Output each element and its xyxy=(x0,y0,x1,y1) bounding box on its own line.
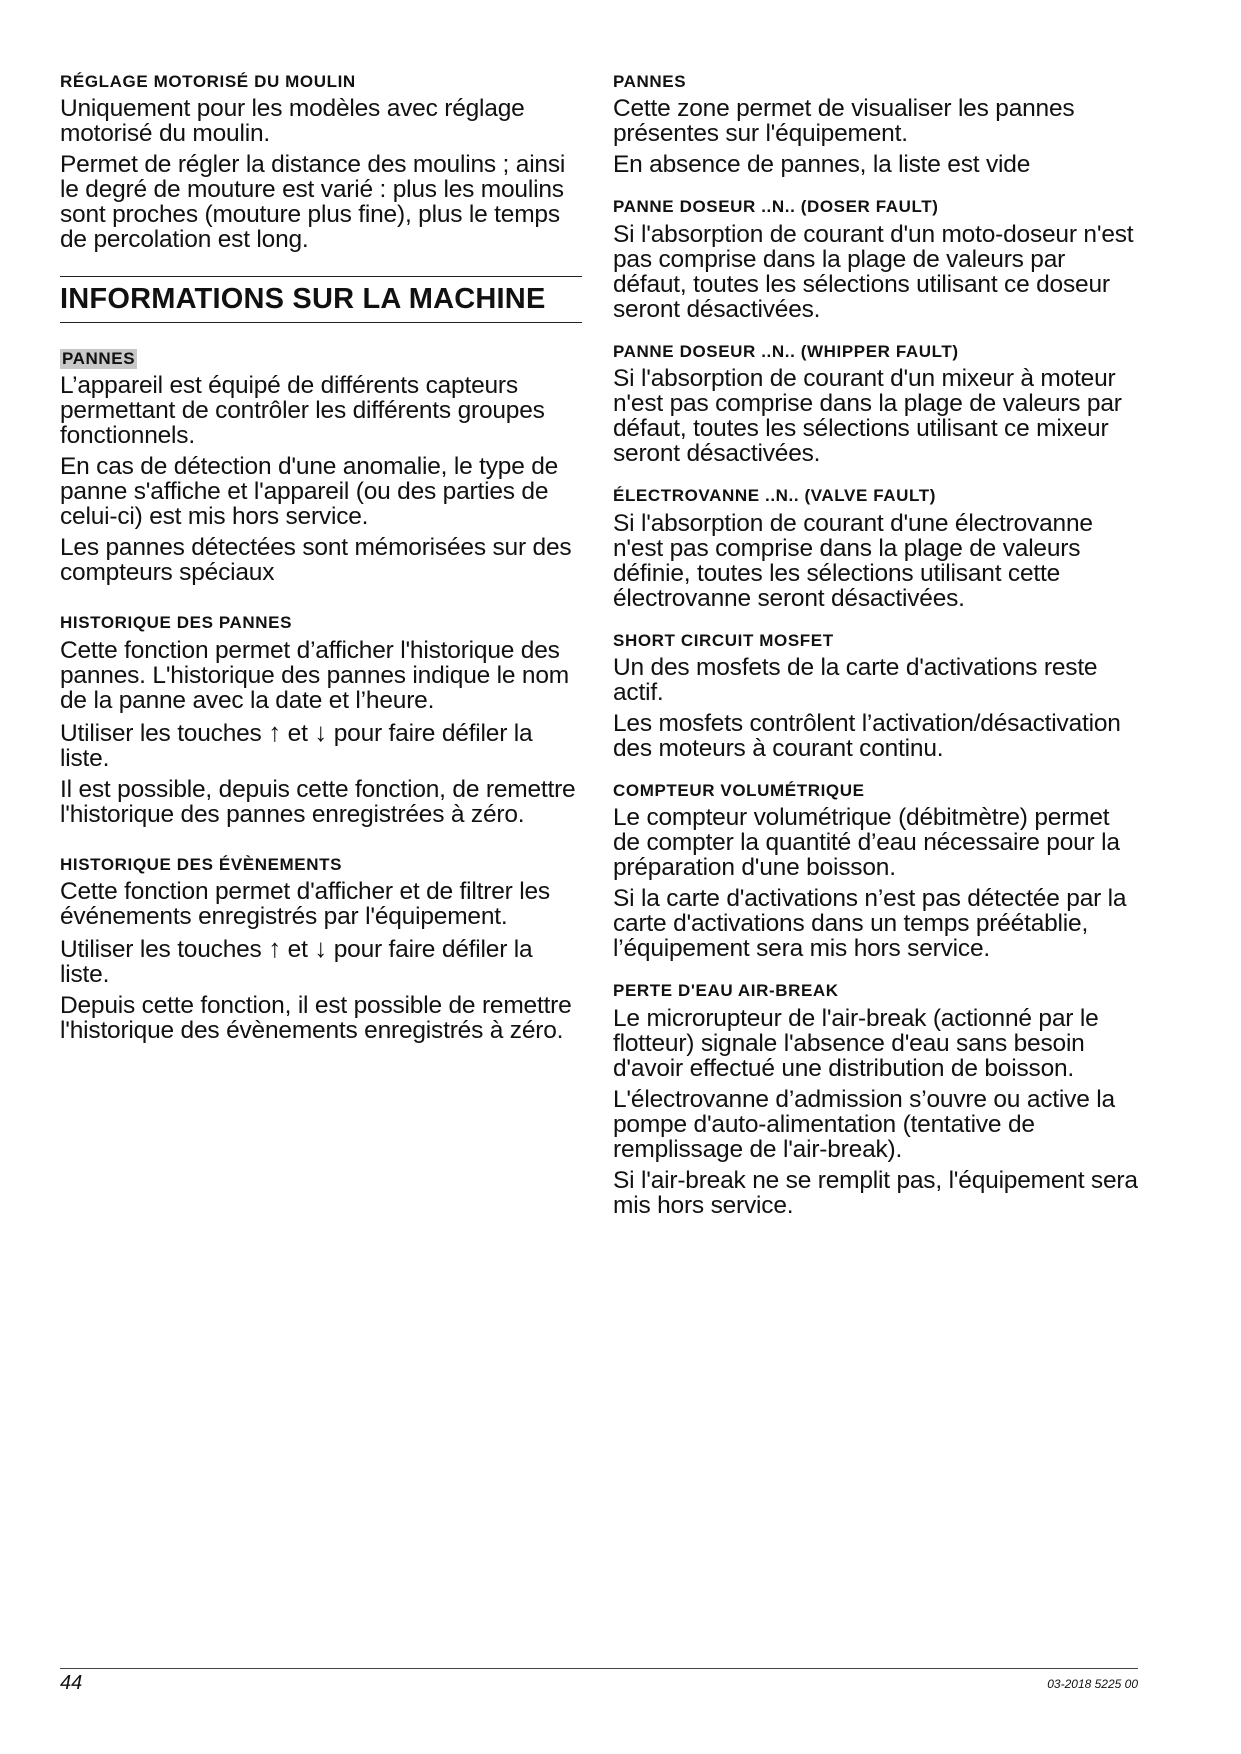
paragraph: Le compteur volumétrique (débitmètre) permet de compter la quantité d’eau nécessaire pour la préparation d'une boisson. xyxy=(613,804,1120,882)
paragraph: Cette fonction permet d’afficher l'historique des pannes. L'historique des pannes indique le nom de la panne avec la date et l’heure. xyxy=(60,636,569,714)
section-title-whipper-fault: PANNE DOSEUR ..N.. (WHIPPER FAULT) xyxy=(613,341,959,361)
main-heading: INFORMATIONS SUR LA MACHINE xyxy=(60,276,582,322)
section-title-air-break: PERTE D'EAU AIR-BREAK xyxy=(613,981,839,1001)
left-column xyxy=(60,72,582,1049)
section-title-historique-pannes: HISTORIQUE DES PANNES xyxy=(60,613,293,633)
arrow-down-icon: ↓ xyxy=(314,716,328,747)
paragraph-scroll-keys: Utiliser les touches ↑ et ↓ pour faire défiler la liste. xyxy=(60,716,533,772)
section-title-historique-evenements: HISTORIQUE DES ÉVÈNEMENTS xyxy=(60,854,343,874)
paragraph: Permet de régler la distance des moulins ; ainsi le degré de mouture est varié : plus les moulins sont proches (mouture plus fine), plus le temps de percolation est long. xyxy=(60,151,566,254)
paragraph: Si l'absorption de courant d'une électrovanne n'est pas comprise dans la plage de valeurs définie, toutes les sélections utilisant cette électrovanne seront désactivées. xyxy=(613,509,1093,612)
paragraph: L'électrovanne d’admission s’ouvre ou active la pompe d'auto-alimentation (tentative de remplissage de l'air-break). xyxy=(613,1085,1115,1163)
section-title-doser-fault: PANNE DOSEUR ..N.. (DOSER FAULT) xyxy=(613,197,939,217)
paragraph: Cette zone permet de visualiser les pannes présentes sur l'équipement. xyxy=(613,95,1075,148)
paragraph: Si la carte d'activations n’est pas détectée par la carte d'activations dans un temps préétablie, l’équipement sera mis hors service. xyxy=(613,885,1127,963)
paragraph: En cas de détection d'une anomalie, le type de panne s'affiche et l'appareil (ou des parties de celui-ci) est mis hors service. xyxy=(60,453,559,531)
paragraph: Si l'absorption de courant d'un moto-doseur n'est pas comprise dans la plage de valeurs par défaut, toutes les sélections utilisant ce doseur seront désactivées. xyxy=(613,220,1134,323)
section-title-mosfet: SHORT CIRCUIT MOSFET xyxy=(613,630,834,650)
paragraph: En absence de pannes, la liste est vide xyxy=(613,151,1031,179)
paragraph: L’appareil est équipé de différents capteurs permettant de contrôler les différents groupes fonctionnels. xyxy=(60,372,545,450)
page-number: 44 xyxy=(60,1672,83,1694)
paragraph: Un des mosfets de la carte d'activations reste actif. xyxy=(613,653,1098,706)
arrow-up-icon: ↑ xyxy=(268,716,282,747)
arrow-up-icon: ↑ xyxy=(268,932,282,963)
section-title-pannes-right: PANNES xyxy=(613,72,687,91)
document-code: 03-2018 5225 00 xyxy=(1047,1677,1138,1691)
arrow-down-icon: ↓ xyxy=(314,932,328,963)
paragraph: Les mosfets contrôlent l’activation/désactivation des moteurs à courant continu. xyxy=(613,709,1121,762)
section-title-valve-fault: ÉLECTROVANNE ..N.. (VALVE FAULT) xyxy=(613,486,936,506)
paragraph: Si l'absorption de courant d'un mixeur à moteur n'est pas comprise dans la plage de valeurs par défaut, toutes les sélections utilisant ce mixeur seront désactivées. xyxy=(613,365,1122,468)
paragraph: Uniquement pour les modèles avec réglage motorisé du moulin. xyxy=(60,95,525,148)
paragraph: Depuis cette fonction, il est possible de remettre l'historique des évènements enregistrés à zéro. xyxy=(60,991,572,1044)
footer-divider xyxy=(60,1668,1138,1669)
paragraph: Les pannes détectées sont mémorisées sur des compteurs spéciaux xyxy=(60,534,572,587)
right-column xyxy=(613,72,1138,1224)
section-title-pannes xyxy=(60,349,582,369)
section-title-compteur: COMPTEUR VOLUMÉTRIQUE xyxy=(613,780,865,800)
paragraph-scroll-keys: Utiliser les touches ↑ et ↓ pour faire défiler la liste. xyxy=(60,932,533,988)
section-title-moulin: RÉGLAGE MOTORISÉ DU MOULIN xyxy=(60,72,356,91)
paragraph: Cette fonction permet d'afficher et de filtrer les événements enregistrés par l'équipement. xyxy=(60,877,550,930)
paragraph: Il est possible, depuis cette fonction, de remettre l'historique des pannes enregistrées à zéro. xyxy=(60,775,576,828)
highlighted-label: PANNES xyxy=(62,348,136,368)
paragraph: Si l'air-break ne se remplit pas, l'équipement sera mis hors service. xyxy=(613,1166,1138,1219)
paragraph: Le microrupteur de l'air-break (actionné par le flotteur) signale l'absence d'eau sans besoin d'avoir effectué une distribution de boisson. xyxy=(613,1004,1099,1082)
